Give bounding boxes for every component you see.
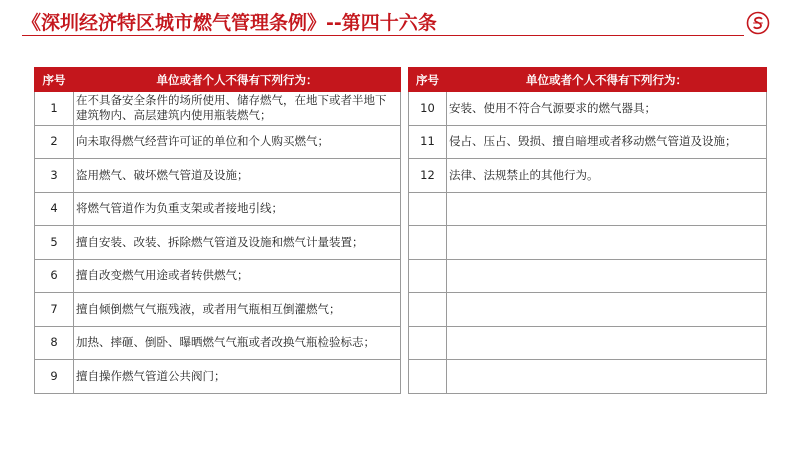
row-text: 加热、摔砸、倒卧、曝晒燃气气瓶或者改换气瓶检验标志； bbox=[74, 326, 401, 360]
row-number: 2 bbox=[35, 125, 74, 159]
table-row bbox=[35, 293, 401, 327]
row-text: 侵占、压占、毁损、擅自暗埋或者移动燃气管道及设施； bbox=[447, 125, 767, 159]
row-text: 法律、法规禁止的其他行为。 bbox=[447, 159, 767, 193]
header-content: 单位或者个人不得有下列行为： bbox=[74, 68, 401, 92]
table-row bbox=[35, 125, 401, 159]
shenzhen-gas-logo-icon bbox=[746, 11, 770, 35]
row-number bbox=[409, 192, 447, 226]
table-row bbox=[35, 259, 401, 293]
row-text bbox=[447, 192, 767, 226]
row-number: 10 bbox=[409, 92, 447, 126]
header-content: 单位或者个人不得有下列行为： bbox=[447, 68, 767, 92]
row-text bbox=[447, 360, 767, 394]
row-number bbox=[409, 293, 447, 327]
table-row bbox=[409, 259, 767, 293]
row-text: 擅自改变燃气用途或者转供燃气； bbox=[74, 259, 401, 293]
rules-table-left bbox=[34, 67, 401, 394]
row-text bbox=[447, 293, 767, 327]
row-text: 擅自操作燃气管道公共阀门； bbox=[74, 360, 401, 394]
row-number: 4 bbox=[35, 192, 74, 226]
rules-table-right bbox=[408, 67, 767, 394]
table-header-row bbox=[409, 68, 767, 92]
table-row bbox=[409, 226, 767, 260]
row-text: 擅自倾倒燃气气瓶残液，或者用气瓶相互倒灌燃气； bbox=[74, 293, 401, 327]
row-number: 9 bbox=[35, 360, 74, 394]
header-number: 序号 bbox=[409, 68, 447, 92]
row-text: 盗用燃气、破坏燃气管道及设施； bbox=[74, 159, 401, 193]
row-number: 6 bbox=[35, 259, 74, 293]
page-title: 《深圳经济特区城市燃气管理条例》--第四十六条 bbox=[22, 12, 437, 34]
row-number: 3 bbox=[35, 159, 74, 193]
row-number: 12 bbox=[409, 159, 447, 193]
table-row bbox=[409, 125, 767, 159]
table-row bbox=[409, 92, 767, 126]
row-number: 8 bbox=[35, 326, 74, 360]
table-row bbox=[35, 360, 401, 394]
row-number bbox=[409, 259, 447, 293]
table-row bbox=[35, 192, 401, 226]
table-row bbox=[409, 192, 767, 226]
row-number bbox=[409, 326, 447, 360]
row-number: 11 bbox=[409, 125, 447, 159]
row-number: 5 bbox=[35, 226, 74, 260]
row-number: 7 bbox=[35, 293, 74, 327]
table-row bbox=[35, 92, 401, 126]
row-text: 向未取得燃气经营许可证的单位和个人购买燃气； bbox=[74, 125, 401, 159]
row-text: 擅自安装、改装、拆除燃气管道及设施和燃气计量装置； bbox=[74, 226, 401, 260]
row-text: 安装、使用不符合气源要求的燃气器具； bbox=[447, 92, 767, 126]
row-number: 1 bbox=[35, 92, 74, 126]
table-row bbox=[35, 226, 401, 260]
row-number bbox=[409, 360, 447, 394]
row-text bbox=[447, 326, 767, 360]
row-text bbox=[447, 226, 767, 260]
table-row bbox=[409, 326, 767, 360]
table-row bbox=[409, 360, 767, 394]
row-text: 在不具备安全条件的场所使用、储存燃气，在地下或者半地下建筑物内、高层建筑内使用瓶装燃气； bbox=[74, 92, 401, 126]
table-row bbox=[409, 159, 767, 193]
table-header-row bbox=[35, 68, 401, 92]
table-row bbox=[35, 326, 401, 360]
header-number: 序号 bbox=[35, 68, 74, 92]
title-divider bbox=[22, 35, 744, 36]
row-text bbox=[447, 259, 767, 293]
table-row bbox=[35, 159, 401, 193]
table-row bbox=[409, 293, 767, 327]
row-number bbox=[409, 226, 447, 260]
row-text: 将燃气管道作为负重支架或者接地引线； bbox=[74, 192, 401, 226]
